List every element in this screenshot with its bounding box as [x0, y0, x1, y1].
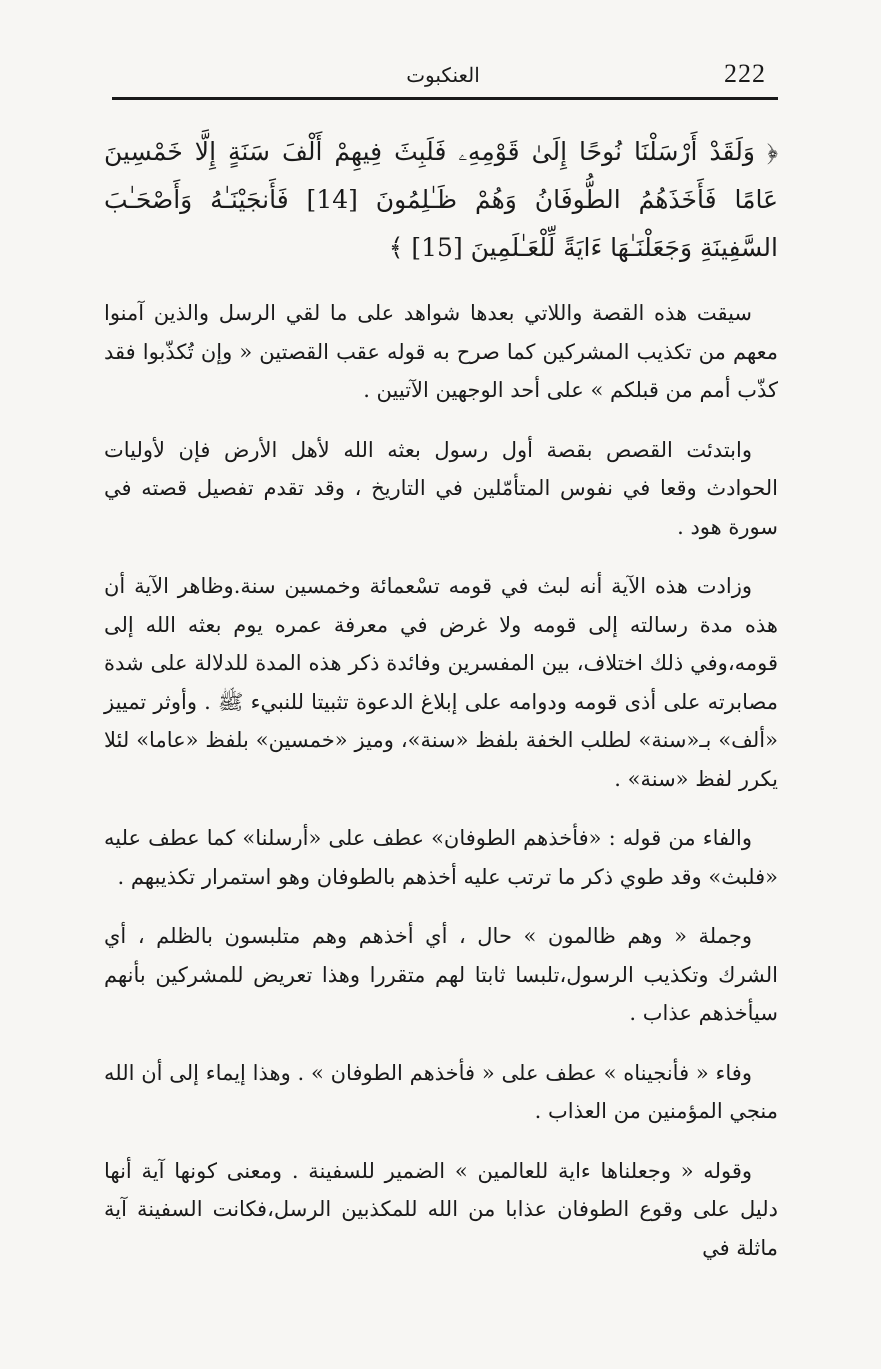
- running-header: [112, 55, 774, 95]
- paragraph-3: وزادت هذه الآية أنه لبث في قومه تسْعمائة وخمسين سنة.وظاهر الآية أن هذه مدة رسالته إلى قومه ولا غرض في معرفة عمره يوم بعثه الله إلى قومه،وفي ذلك اختلاف، بين المفسرين وفائدة ذكر هذه المدة للدلالة على شدة مصابرته على أذى قومه ودوامه على إبلاغ الدعوة تثبيتا للنبيء ﷺ . وأوثر تمييز «ألف» بـ«سنة» لطلب الخفة بلفظ «سنة»، وميز «خمسين» بلفظ «عاما» لئلا يكرر لفظ «سنة» .: [104, 574, 778, 791]
- paragraph-5: وجملة « وهم ظالمون » حال ، أي أخذهم وهم متلبسون بالظلم ، أي الشرك وتكذيب الرسول،تلبسا ثابتا لهم متقررا وهذا تعريض للمشركين بأنهم سيأخذهم عذاب .: [104, 924, 778, 1025]
- page-body: [104, 128, 778, 1288]
- paragraph-7: وقوله « وجعلناها ءاية للعالمين » الضمير للسفينة . ومعنى كونها آية أنها دليل على وقوع الطوفان عذابا من الله للمكذبين الرسل،فكانت السفينة آية ماثلة في: [104, 1158, 778, 1260]
- page-number: 222: [724, 59, 766, 88]
- header-divider: [112, 97, 778, 100]
- paragraph-2: وابتدئت القصص بقصة أول رسول بعثه الله لأهل الأرض فإن لأوليات الحوادث وقعا في نفوس المتأمّلين في التاريخ ، وقد تقدم تفصيل قصته في سورة هود .: [104, 437, 778, 539]
- quran-verse: ﴿ وَلَقَدْ أَرْسَلْنَا نُوحًا إِلَىٰ قَوْمِهِۦ فَلَبِثَ فِيهِمْ أَلْفَ سَنَةٍ إِلَّا خَمْسِينَ عَامًا فَأَخَذَهُمُ الطُّوفَانُ وَهُمْ ظَـٰلِمُونَ [14] فَأَنجَيْنَـٰهُ وَأَصْحَـٰبَ السَّفِينَةِ وَجَعَلْنَـٰهَا ءَايَةً لِّلْعَـٰلَمِينَ [15] ﴾: [104, 137, 779, 262]
- paragraph-4: والفاء من قوله : «فأخذهم الطوفان» عطف على «أرسلنا» كما عطف عليه «فلبث» وقد طوي ذكر ما ترتب عليه أخذهم بالطوفان وهو استمرار تكذيبهم .: [104, 826, 778, 889]
- paragraph-6: وفاء « فأنجيناه » عطف على « فأخذهم الطوفان » . وهذا إيماء إلى أن الله منجي المؤمنين من العذاب .: [104, 1060, 778, 1123]
- paragraph-1: سيقت هذه القصة واللاتي بعدها شواهد على ما لقي الرسل والذين آمنوا معهم من تكذيب المشركين كما صرح به قوله عقب القصتين « وإن تُكذّبوا فقد كذّب أمم من قبلكم » على أحد الوجهين الآتيين .: [104, 301, 778, 402]
- surah-title: العنكبوت: [406, 63, 480, 87]
